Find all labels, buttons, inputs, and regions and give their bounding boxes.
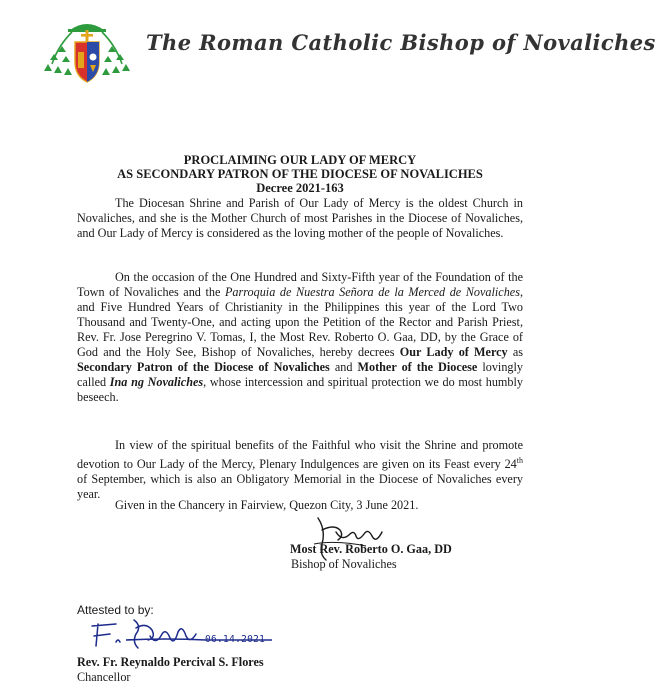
given-line: Given in the Chancery in Fairview, Quezon City, 3 June 2021. (115, 498, 419, 512)
paragraph-1: The Diocesan Shrine and Parish of Our Lady of Mercy is the oldest Church in Novaliches, and she is the Mother Church of most Parishes in the Diocese of Novaliches, and Our Lady of Mercy is considered as the loving mother of the people of Novaliches. (77, 196, 523, 240)
p2-mother-of-diocese: Mother of the Diocese (357, 360, 478, 374)
coat-of-arms-icon (40, 16, 134, 90)
paragraph-3 (77, 438, 523, 502)
p2-secondary-patron: Secondary Patron of the Diocese of Novaliches (77, 360, 330, 374)
p2-text: as (507, 345, 524, 359)
title-line-2: AS SECONDARY PATRON OF THE DIOCESE OF NOVALICHES (117, 167, 483, 181)
p3-text: of September, which is also an Obligatory Memorial in the Diocese of Novaliches every year. (77, 472, 523, 502)
p2-parroquia: Parroquia de Nuestra Señora de la Merced de Novaliches (224, 285, 520, 299)
attested-label: Attested to by: (77, 603, 154, 617)
p3-ordinal: th (516, 456, 523, 465)
p2-text: On the occasion of the One Hundred and Sixty-Fifth year of the Foundation of the Town of Novaliches and the (77, 270, 523, 299)
decree-number: Decree 2021-163 (256, 181, 344, 195)
p2-text: , whose intercession and spiritual protection we do most humbly beseech. (77, 375, 523, 404)
signature-date: 06.14.2021 (205, 634, 266, 645)
p2-patron-name: Our Lady of Mercy (399, 345, 508, 359)
title-line-1: PROCLAIMING OUR LADY OF MERCY (183, 153, 417, 167)
diocese-name: The Roman Catholic Bishop of Novaliches (146, 30, 656, 55)
bishop-title: Bishop of Novaliches (291, 557, 397, 571)
p2-ina-ng-novaliches: Ina ng Novaliches (109, 375, 204, 389)
decree-title (40, 153, 560, 195)
letterhead (0, 0, 656, 100)
p2-text: lovingly called (77, 360, 523, 389)
p3-text: In view of the spiritual benefits of the Faithful who visit the Shrine and promote devotion to Our Lady of the Mercy, Plenary Indulgences are given on its Feast every 24 (77, 438, 523, 472)
chancellor-name: Rev. Fr. Reynaldo Percival S. Flores (77, 655, 264, 669)
p2-text: and (329, 360, 358, 374)
bishop-name: Most Rev. Roberto O. Gaa, DD (290, 542, 452, 556)
p2-text: , and Five Hundred Years of Christianity in the Philippines this year of the Lord Two Thousand and Twenty-One, and acting upon the Petition of the Rector and Parish Priest, Rev. Fr. Jose Peregrino V. Tomas, I, the Most Rev. Roberto O. Gaa, DD, by the Grace of God and the Holy See, Bishop of Novaliches, hereby decrees (77, 285, 523, 359)
paragraph-2 (77, 270, 523, 405)
chancellor-title: Chancellor (77, 670, 131, 684)
